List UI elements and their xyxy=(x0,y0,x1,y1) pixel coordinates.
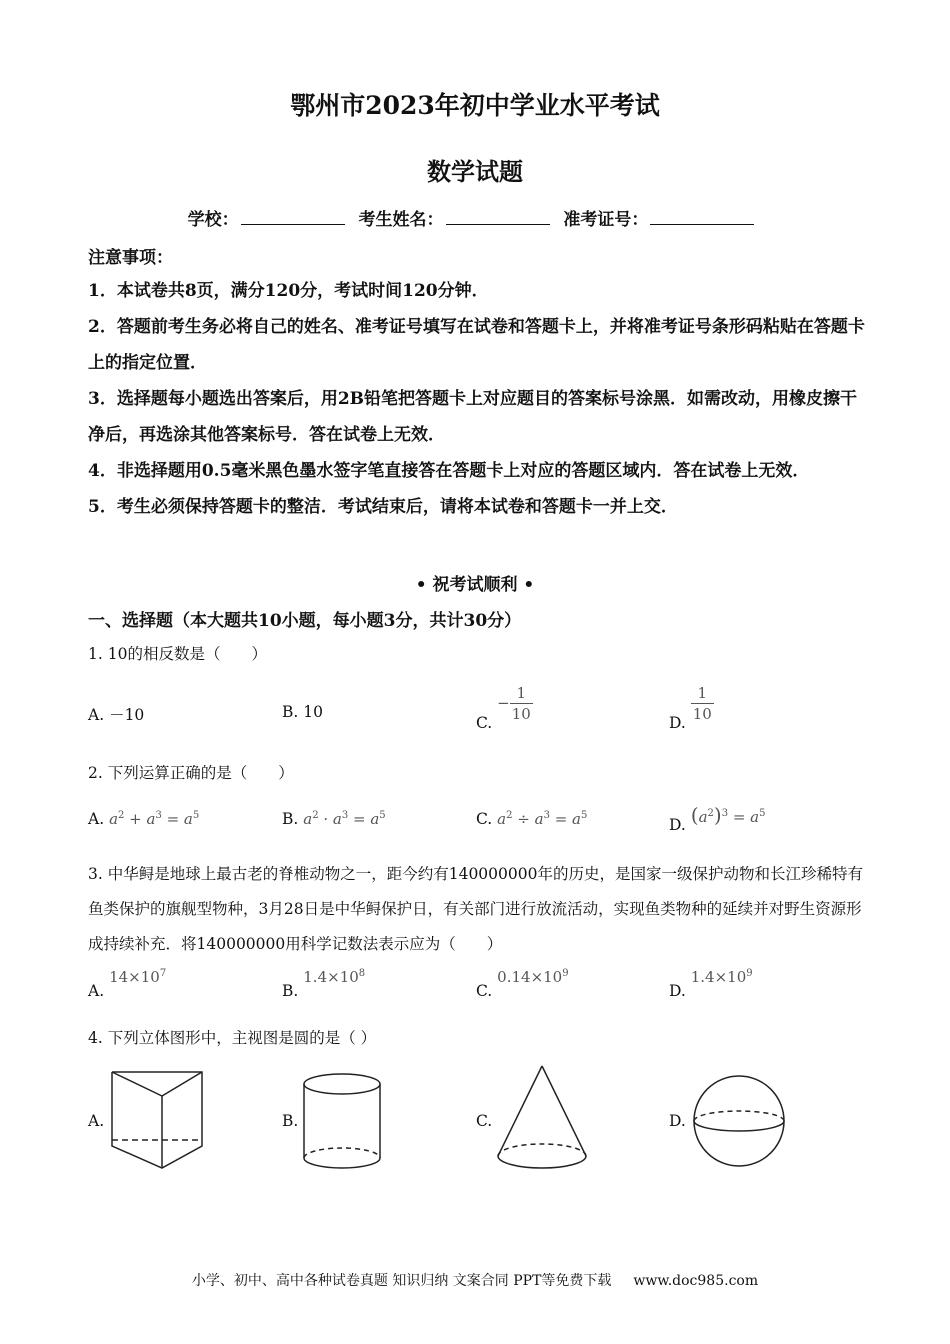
q3-option-d: D. $1.4\times 10^9$ xyxy=(669,968,753,1001)
q1-option-d-fraction: $\frac{1}{10}$ xyxy=(692,684,712,723)
id-blank xyxy=(650,210,754,225)
name-blank xyxy=(446,210,550,225)
question-3-stem: 3. 中华鲟是地球上最古老的脊椎动物之一，距今约有140000000年的历史，是国家一级保护动物和长江珍稀特有鱼类保护的旗舰型物种，3月28日是中华鲟保护日，有关部门进行放流活动，实现鱼类物种的延续并对野生资源形成持续补充．将140000000用科学记数法表示应为（ ） xyxy=(88,865,863,953)
q2-option-d: D. $(a^2)^3 = a^5$ xyxy=(669,803,766,834)
note-item: 1．本试卷共8页，满分120分，考试时间120分钟． xyxy=(88,281,489,301)
good-luck-line: • 祝考试顺利 • xyxy=(415,575,535,595)
school-label: 学校： xyxy=(187,210,239,230)
q1-option-b: B. 10 xyxy=(282,703,323,721)
q2-option-b-formula: $a^2 \cdot a^3 = a^5$ xyxy=(303,810,386,828)
footer-text: 小学、初中、高中各种试卷真题 知识归纳 文案合同 PPT等免费下载 xyxy=(191,1273,612,1289)
id-label: 准考证号： xyxy=(563,210,649,230)
cylinder-figure xyxy=(300,1070,384,1174)
question-2-stem: 2. 下列运算正确的是（ ） xyxy=(88,764,294,782)
q1-option-a: A. －10 xyxy=(88,706,145,724)
q1-option-c-fraction: $\frac{1}{10}$ xyxy=(511,684,531,723)
q3-option-a: A. $14\times 10^7$ xyxy=(88,968,167,1001)
page-footer xyxy=(0,1270,950,1290)
q2-option-b: B. $a^2 \cdot a^3 = a^5$ xyxy=(282,810,386,828)
q2-option-c-formula: $a^2 \div a^3 = a^5$ xyxy=(497,810,588,828)
q4-option-a-label: A. xyxy=(88,1112,105,1130)
q1-option-c: C. − $\frac{1}{10}$ xyxy=(476,684,531,732)
triangular-prism-figure xyxy=(106,1068,206,1172)
q1-option-d: D. $\frac{1}{10}$ xyxy=(669,684,712,732)
cone-figure xyxy=(494,1062,590,1174)
q1-option-b-value: 10 xyxy=(303,703,323,721)
note-item: 2．答题前考生务必将自己的姓名、准考证号填写在试卷和答题卡上，并将准考证号条形码粘贴在答题卡上的指定位置． xyxy=(88,317,865,373)
q4-option-c-label: C. xyxy=(476,1112,493,1130)
candidate-info-line xyxy=(0,205,950,230)
footer-url[interactable]: www.doc985.com xyxy=(633,1273,759,1289)
school-blank xyxy=(241,210,345,225)
q2-option-a: A. $a^2 + a^3 = a^5$ xyxy=(88,810,200,828)
q4-option-b-label: B. xyxy=(282,1112,299,1130)
name-label: 考生姓名： xyxy=(358,210,444,230)
q4-option-d-label: D. xyxy=(669,1112,686,1130)
sphere-figure xyxy=(690,1074,788,1168)
exam-subtitle: 数学试题 xyxy=(427,157,523,186)
question-1-stem: 1. 10的相反数是（ ） xyxy=(88,645,267,663)
q2-option-d-formula: $(a^2)^3 = a^5$ xyxy=(690,803,766,827)
question-4-stem: 4. 下列立体图形中，主视图是圆的是（ ） xyxy=(88,1029,377,1047)
notes-heading: 注意事项： xyxy=(88,248,173,268)
q2-option-c: C. $a^2 \div a^3 = a^5$ xyxy=(476,810,588,828)
q2-option-a-formula: $a^2 + a^3 = a^5$ xyxy=(109,810,200,828)
q3-option-b: B. $1.4\times 10^8$ xyxy=(282,968,366,1001)
notes-list xyxy=(88,273,868,525)
exam-title: 鄂州市2023年初中学业水平考试 xyxy=(290,91,660,120)
note-item: 3．选择题每小题选出答案后，用2B铅笔把答题卡上对应题目的答案标号涂黑．如需改动，用橡皮擦干净后，再选涂其他答案标号．答在试卷上无效． xyxy=(88,389,858,445)
q3-option-c: C. $0.14\times 10^9$ xyxy=(476,968,569,1001)
q1-option-a-value: －10 xyxy=(109,706,145,724)
note-item: 4．非选择题用0.5毫米黑色墨水签字笔直接答在答题卡上对应的答题区域内．答在试卷上无效． xyxy=(88,461,810,481)
section-heading: 一、选择题（本大题共10小题，每小题3分，共计30分） xyxy=(88,611,522,631)
note-item: 5．考生必须保持答题卡的整洁．考试结束后，请将本试卷和答题卡一并上交． xyxy=(88,497,678,517)
